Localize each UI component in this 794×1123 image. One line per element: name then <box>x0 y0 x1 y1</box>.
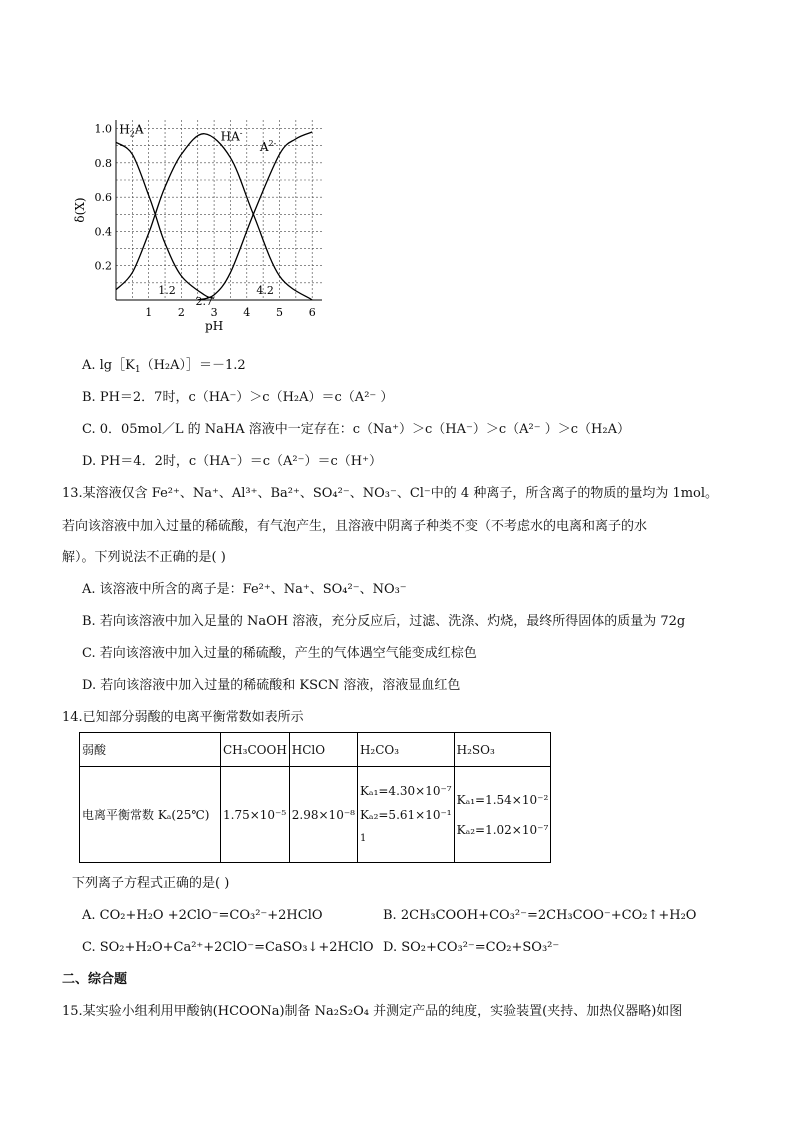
table-header: H₂SO₃ <box>454 733 551 767</box>
section-title: 二、综合题 <box>62 972 128 987</box>
x-tick-label: 2 <box>177 306 185 319</box>
q12-option-a: A. $\lg[K_1(H_2A)]=-1.2$ <box>82 358 246 375</box>
distribution-chart <box>70 110 350 340</box>
ka1-h2so3: Kₐ₁=1.54×10⁻² <box>456 792 549 807</box>
q14-option-a: A. CO₂+H₂O +2ClO⁻=CO₃²⁻+2HClO <box>82 908 323 923</box>
q13-option-a: A. 该溶液中所含的离子是：Fe²⁺、Na⁺、SO₄²⁻、NO₃⁻ <box>82 582 407 597</box>
legend-h2a: $H_2A$ <box>119 122 144 139</box>
series-line-a2 <box>198 132 312 300</box>
x-tick-label: 3 <box>210 306 218 319</box>
q14-stem: 14.已知部分弱酸的电离平衡常数如表所示 <box>62 710 304 725</box>
y-tick-label: 0.6 <box>94 191 112 205</box>
x-axis-label: pH <box>205 319 224 333</box>
q12-option-c: C. 0．05mol／L 的 NaHA 溶液中一定存在：c（Na⁺）＞c（HA⁻）＞c（A²⁻ ）＞c（H₂A） <box>82 422 630 437</box>
q13-stem-line3: 解）。下列说法不正确的是( ) <box>62 550 226 565</box>
y-tick-label: 0.8 <box>94 156 112 170</box>
y-tick-label: 1.0 <box>94 122 112 136</box>
q15-stem: 15.某实验小组利用甲酸钠(HCOONa)制备 Na₂S₂O₄ 并测定产品的纯度，实验装置(夹持、加热仪器略)如图 <box>62 1004 683 1019</box>
table-cell: 2.98×10⁻⁸ <box>289 767 357 863</box>
table-header: H₂CO₃ <box>357 733 454 767</box>
table-header: CH₃COOH <box>221 733 290 767</box>
y-axis-label: δ(X) <box>73 197 87 223</box>
q13-option-b: B. 若向该溶液中加入足量的 NaOH 溶液，充分反应后，过滤、洗涤、灼烧，最终所得固体的质量为 72g <box>82 614 686 629</box>
y-tick-label: 0.4 <box>94 225 112 239</box>
q13-option-c: C. 若向该溶液中加入过量的稀硫酸，产生的气体遇空气能变成红棕色 <box>82 646 477 661</box>
crossing-annotation: 2.7 <box>195 295 214 308</box>
q13-stem-line2: 若向该溶液中加入过量的稀硫酸，有气泡产生，且溶液中阴离子种类不变（不考虑水的电离和离子的水 <box>62 519 648 534</box>
q14-option-d: D. SO₂+CO₃²⁻=CO₂+SO₃²⁻ <box>383 940 560 955</box>
table-cell: 1.75×10⁻⁵ <box>221 767 290 863</box>
q12-option-b: B. PH＝2．7时，c（HA⁻）＞c（H₂A）＝c（A²⁻ ） <box>82 390 394 405</box>
legend-a2: $A^{2-}$ <box>259 138 277 154</box>
dissociation-constant-table <box>79 732 551 863</box>
table-cell <box>357 767 454 863</box>
q13-stem-line1: 13.某溶液仅含 Fe²⁺、Na⁺、Al³⁺、Ba²⁺、SO₄²⁻、NO₃⁻、Cl⁻中的 4 种离子，所含离子的物质的量均为 1mol。 <box>62 486 719 501</box>
q13-option-d: D. 若向该溶液中加入过量的稀硫酸和 KSCN 溶液，溶液显血红色 <box>82 678 461 693</box>
table-row-label: 电离平衡常数 Kₐ(25℃) <box>80 767 221 863</box>
ka2-h2co3-wrap: 1 <box>359 832 367 844</box>
ka2-h2so3: Kₐ₂=1.02×10⁻⁷ <box>456 822 549 837</box>
q14-option-b: B. 2CH₃COOH+CO₃²⁻=2CH₃COO⁻+CO₂↑+H₂O <box>383 908 697 923</box>
table-header: 弱酸 <box>80 733 221 767</box>
q14-question: 下列离子方程式正确的是( ) <box>72 876 230 891</box>
crossing-annotation: 1.2 <box>158 284 176 297</box>
legend-ha: HA- <box>220 128 243 144</box>
crossing-annotation: 4.2 <box>256 284 274 297</box>
y-tick-label: 0.2 <box>94 259 112 273</box>
x-tick-label: 4 <box>243 306 251 319</box>
q12-option-d: D. PH＝4．2时，c（HA⁻）＝c（A²⁻）＝c（H⁺） <box>82 454 382 469</box>
x-tick-label: 6 <box>308 306 316 319</box>
x-tick-label: 1 <box>145 306 153 319</box>
q14-option-c: C. SO₂+H₂O+Ca²⁺+2ClO⁻=CaSO₃↓+2HClO <box>82 940 374 955</box>
table-cell <box>454 767 551 863</box>
ka1-h2co3: Kₐ₁=4.30×10⁻⁷ <box>359 783 452 798</box>
table-header: HClO <box>289 733 357 767</box>
x-tick-label: 5 <box>275 306 283 319</box>
ka2-h2co3: Kₐ₂=5.61×10⁻¹ <box>359 807 452 822</box>
